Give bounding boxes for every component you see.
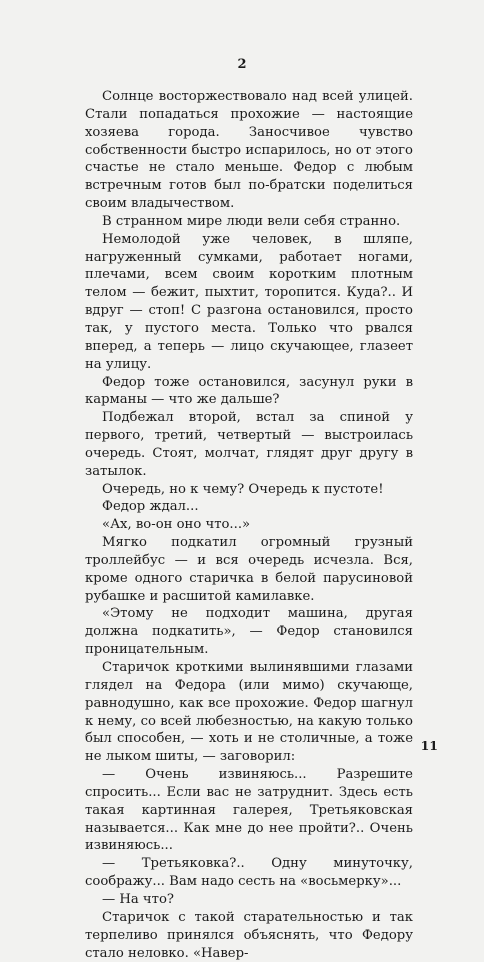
paragraph: Федор ждал... <box>102 499 199 515</box>
paragraph: Федор тоже остановился, засунул руки в карманы — что же дальше? <box>85 374 413 408</box>
paragraph: В странном мире люди вели себя странно. <box>102 213 401 229</box>
paragraph: Подбежал второй, встал за спиной у первого, третий, четвертый — выстроилась очередь. Стоят, молчат, глядят друг другу в затылок. <box>85 410 413 479</box>
paragraph: Немолодой уже человек, в шляпе, нагруженный сумками, работает ногами, плечами, всем своим коротким плотным телом — бежит, пыхтит, торопится. Куда?.. И вдруг — стоп! С разгона остановился, просто так, у пустого места. Только что рвался вперед, а теперь — лицо скучающее, глазеет на улицу. <box>85 231 413 372</box>
page-number: 11 <box>420 738 438 753</box>
paragraph: Очередь, но к чему? Очередь к пустоте! <box>102 481 384 497</box>
paragraph: «Этому не подходит машина, другая должна подкатить», — Федор становился проницательным. <box>85 606 413 658</box>
paragraph: Мягко подкатил огромный грузный троллейбус — и вся очередь исчезла. Вся, кроме одного старичка в белой парусиновой рубашке и расшитой камилавке. <box>85 535 413 604</box>
body-text <box>85 88 413 962</box>
paragraph: — Третьяковка?.. Одну минуточку, соображу... Вам надо сесть на «восьмерку»... <box>85 856 413 890</box>
paragraph: Старичок кроткими вылинявшими глазами глядел на Федора (или мимо) скучающе, равнодушно, как все прохожие. Федор шагнул к нему, со всей любезностью, на какую только был способен, — хоть и не столичные, а тоже не лыком шиты, — заговорил: <box>85 660 413 765</box>
paragraph: — На что? <box>102 891 174 907</box>
paragraph: Солнце восторжествовало над всей улицей. Стали попадаться прохожие — настоящие хозяева города. Заносчивое чувство собственности быстро испарилось, но от этого счастье не стало меньше. Федор с любым встречным готов был по-братски поделиться своим владычеством. <box>85 89 413 212</box>
paragraph: — Очень извиняюсь... Разрешите спросить... Если вас не затруднит. Здесь есть такая картинная галерея, Третьяковская называется... Как мне до нее пройти?.. Очень извиняюсь... <box>85 767 413 854</box>
section-number: 2 <box>237 57 247 72</box>
paragraph: Старичок с такой старательностью и так терпеливо принялся объяснять, что Федору стало неловко. «Навер- <box>85 909 413 961</box>
paragraph: «Ах, во-он оно что...» <box>102 517 251 533</box>
